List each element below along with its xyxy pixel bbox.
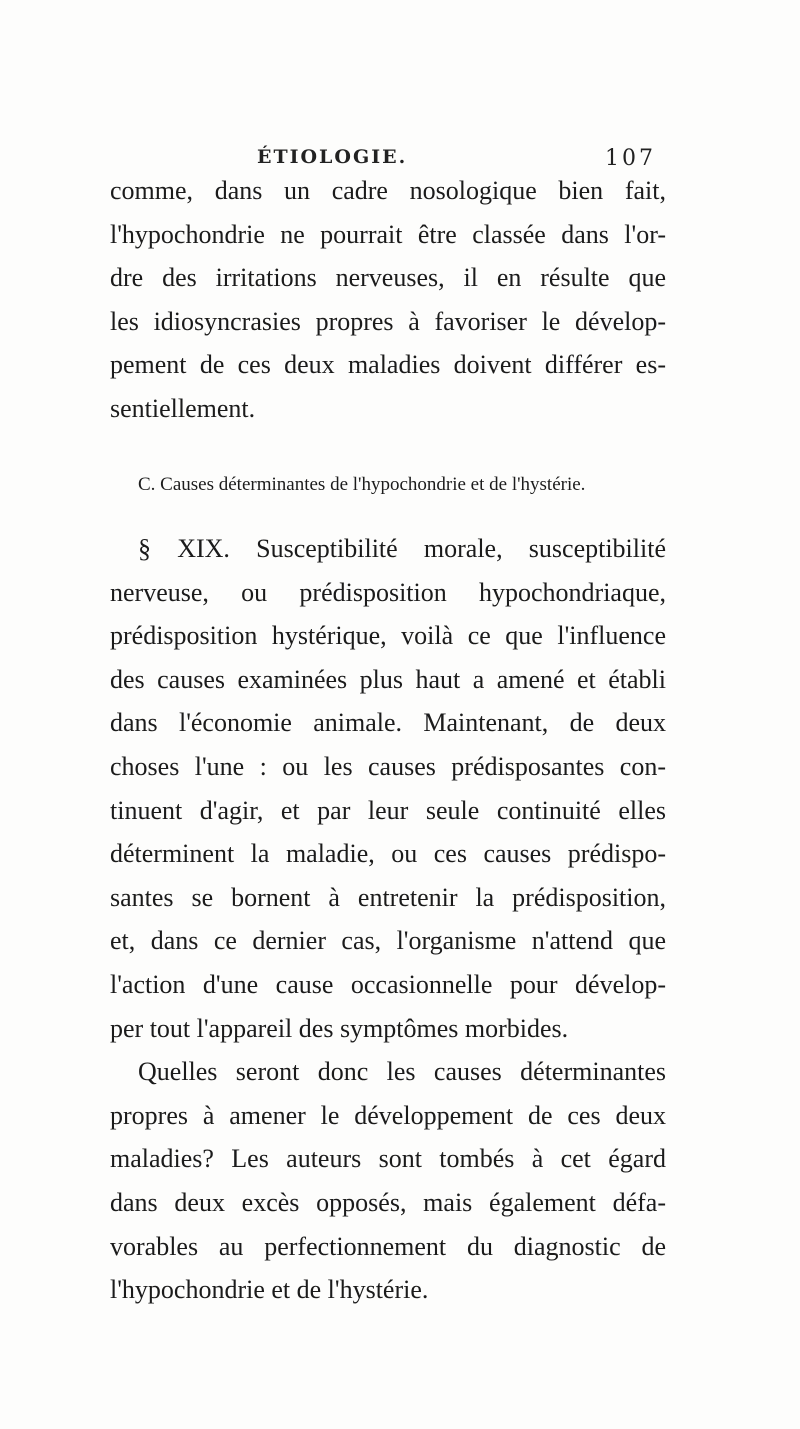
text-line: l'hypochondrie ne pourrait être classée dans l'or- [110, 219, 666, 249]
text-line: Quelles seront donc les causes déterminantes [138, 1057, 666, 1087]
text-line: § XIX. Susceptibilité morale, susceptibilité [138, 534, 666, 563]
running-head: ÉTIOLOGIE. [257, 146, 408, 168]
text-line: maladies? Les auteurs sont tombés à cet égard [110, 1144, 666, 1174]
section-heading: C. Causes déterminantes de l'hypochondrie et de l'hystérie. [138, 474, 586, 495]
text-line: sentiellement. [110, 393, 256, 423]
text-line: des causes examinées plus haut a amené et établi [110, 664, 666, 694]
paragraph-section-xix [110, 527, 666, 1312]
text-line: propres à amener le développement de ces deux [110, 1100, 666, 1130]
text-line: et, dans ce dernier cas, l'organisme n'attend que [110, 926, 666, 956]
text-line: tinuent d'agir, et par leur seule continuité elles [110, 795, 666, 825]
text-line: dans l'économie animale. Maintenant, de deux [110, 708, 666, 738]
text-line: santes se bornent à entretenir la prédisposition, [110, 882, 666, 912]
paragraph-continued [110, 169, 666, 431]
text-line: pement de ces deux maladies doivent différer es- [110, 350, 666, 380]
text-line: comme, dans un cadre nosologique bien fait, [110, 176, 666, 205]
text-line: déterminent la maladie, ou ces causes prédispo- [110, 839, 666, 869]
text-line: dre des irritations nerveuses, il en résulte que [110, 263, 666, 293]
text-line: les idiosyncrasies propres à favoriser le dévelop- [110, 306, 666, 336]
text-line: dans deux excès opposés, mais également défa- [110, 1187, 666, 1217]
text-line: prédisposition hystérique, voilà ce que l'influence [110, 621, 666, 651]
text-line: l'action d'une cause occasionnelle pour dévelop- [110, 969, 666, 999]
text-line: per tout l'appareil des symptômes morbides. [110, 1013, 569, 1043]
page-number: 107 [605, 146, 656, 171]
text-line: vorables au perfectionnement du diagnostic de [110, 1231, 666, 1261]
text-line: choses l'une : ou les causes prédisposantes con- [110, 751, 666, 781]
text-line: l'hypochondrie et de l'hystérie. [110, 1275, 429, 1305]
text-line: nerveuse, ou prédisposition hypochondriaque, [110, 577, 666, 607]
